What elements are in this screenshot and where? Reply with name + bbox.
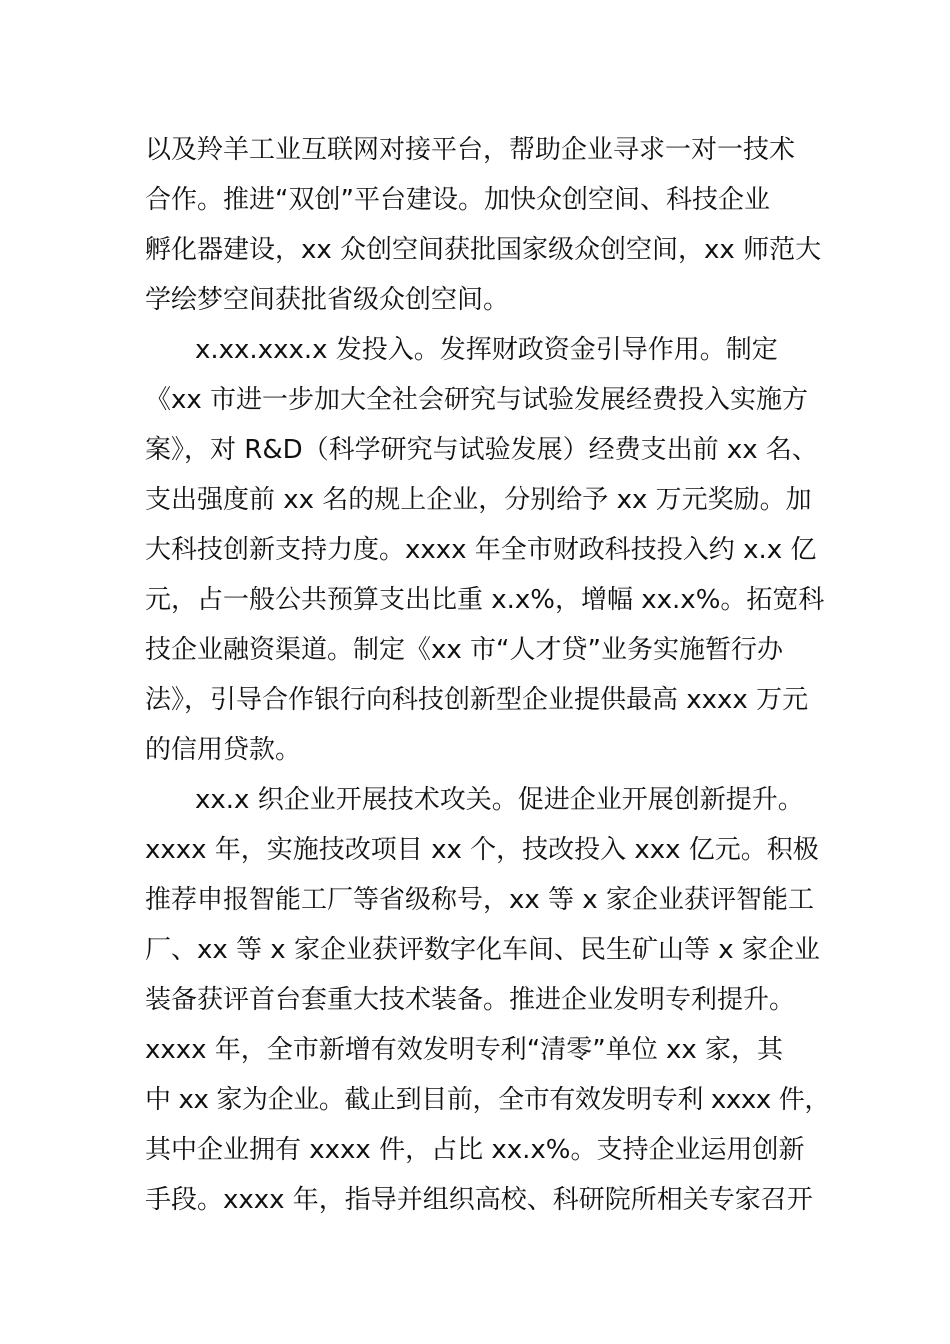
text-line: 案》，对 R&D（科学研究与试验发展）经费支出前 xx 名、 xyxy=(145,435,818,465)
text-line: 大科技创新支持力度。xxxx 年全市财政科技投入约 x.x 亿 xyxy=(145,535,817,565)
text-line: 装备获评首台套重大技术装备。推进企业发明专利提升。 xyxy=(145,985,796,1015)
text-line: 厂、xx 等 x 家企业获评数字化车间、民生矿山等 x 家企业 xyxy=(145,935,820,965)
text-line: xxxx 年，实施技改项目 xx 个，技改投入 xxx 亿元。积极 xyxy=(145,835,819,865)
text-line: xxxx 年，全市新增有效发明专利“清零”单位 xx 家，其 xyxy=(145,1035,784,1065)
paragraph-first-line: x.xx.xxx.x 发投入。发挥财政资金引导作用。制定 xyxy=(195,335,778,365)
text-line: 技企业融资渠道。制定《xx 市“人才贷”业务实施暂行办 xyxy=(145,635,783,665)
text-line: 学绘梦空间获批省级众创空间。 xyxy=(145,285,510,315)
text-line: 法》，引导合作银行向科技创新型企业提供最高 xxxx 万元 xyxy=(145,685,809,715)
text-line: 合作。推进“双创”平台建设。加快众创空间、科技企业 xyxy=(145,185,770,215)
text-line: 手段。xxxx 年，指导并组织高校、科研院所相关专家召开 xyxy=(145,1185,813,1215)
text-line: 中 xx 家为企业。截止到目前，全市有效发明专利 xxxx 件， xyxy=(145,1085,830,1115)
text-line: 推荐申报智能工厂等省级称号，xx 等 x 家企业获评智能工 xyxy=(145,885,814,915)
text-line: 以及羚羊工业互联网对接平台，帮助企业寻求一对一技术 xyxy=(145,135,796,165)
text-line: 支出强度前 xx 名的规上企业，分别给予 xx 万元奖励。加 xyxy=(145,485,812,515)
text-line: 其中企业拥有 xxxx 件，占比 xx.x%。支持企业运用创新 xyxy=(145,1135,805,1165)
text-line: 孵化器建设，xx 众创空间获批国家级众创空间，xx 师范大 xyxy=(145,235,822,265)
text-line: 的信用贷款。 xyxy=(145,735,302,765)
text-line: 《xx 市进一步加大全社会研究与试验发展经费投入实施方 xyxy=(145,385,809,415)
paragraph-first-line: xx.x 织企业开展技术攻关。促进企业开展创新提升。 xyxy=(195,785,804,815)
text-line: 元，占一般公共预算支出比重 x.x%，增幅 xx.x%。拓宽科 xyxy=(145,585,825,615)
